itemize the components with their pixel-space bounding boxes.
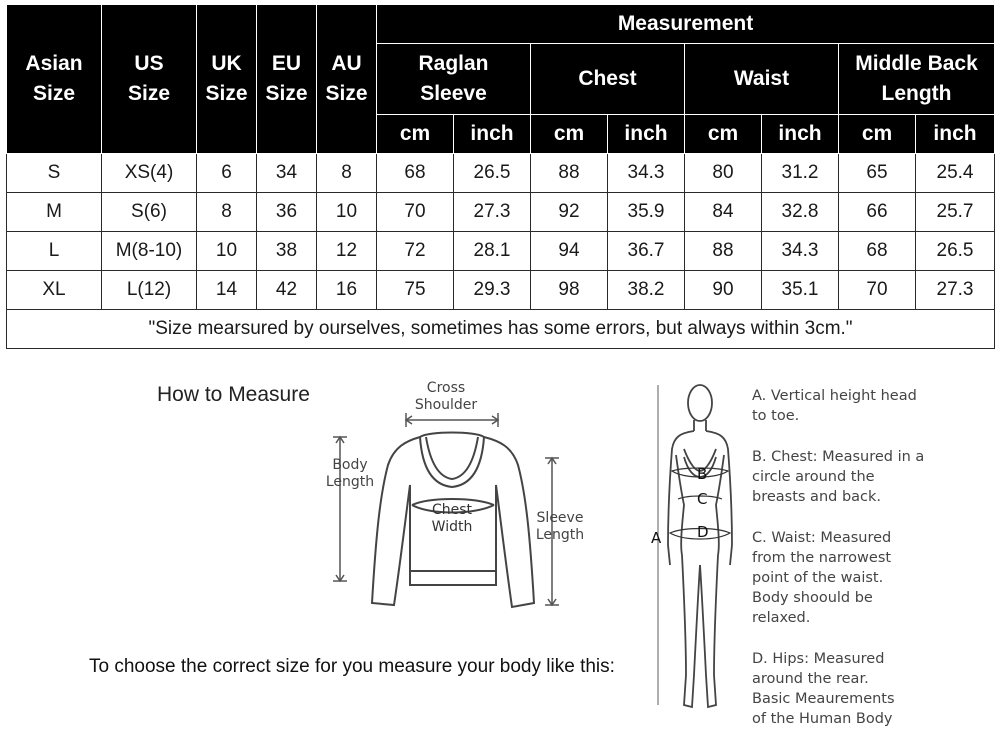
human-body-diagram <box>640 375 750 731</box>
table-cell: 94 <box>531 232 608 271</box>
table-cell: 42 <box>257 271 317 310</box>
body-length-line1: Body <box>332 457 368 473</box>
table-cell: 14 <box>197 271 257 310</box>
body-outline <box>668 385 732 707</box>
definition-d <box>752 649 998 729</box>
chest-width-label <box>420 502 484 536</box>
definition-line: from the narrowest <box>752 550 892 566</box>
header-measurement: Measurement <box>377 5 995 44</box>
body-label-c: C <box>697 490 708 508</box>
table-cell: 90 <box>685 271 762 310</box>
header-unit-cm: cm <box>839 115 916 154</box>
header-middle-back-length: Middle Back Length <box>839 44 995 115</box>
how-to-measure-title: How to Measure <box>157 383 310 406</box>
table-cell: XL <box>7 271 102 310</box>
table-cell: 88 <box>685 232 762 271</box>
table-cell: M(8-10) <box>102 232 197 271</box>
table-row <box>7 271 995 310</box>
table-cell: 31.2 <box>762 154 839 193</box>
sleeve-length-line2: Length <box>535 527 585 543</box>
body-length-line2: Length <box>325 474 375 490</box>
definition-line: to toe. <box>752 408 800 424</box>
definition-line: B. Chest: Measured in a <box>752 449 925 465</box>
header-unit-cm: cm <box>531 115 608 154</box>
header-eu-size: EU Size <box>257 5 317 154</box>
table-cell: 88 <box>531 154 608 193</box>
table-cell: 10 <box>197 232 257 271</box>
table-cell: 34.3 <box>608 154 685 193</box>
table-cell: 38 <box>257 232 317 271</box>
header-uk-size: UK Size <box>197 5 257 154</box>
table-cell: 65 <box>839 154 916 193</box>
table-cell: 25.4 <box>916 154 995 193</box>
table-cell: 70 <box>839 271 916 310</box>
table-cell: 26.5 <box>916 232 995 271</box>
table-cell: 72 <box>377 232 454 271</box>
table-cell: 80 <box>685 154 762 193</box>
table-cell: 6 <box>197 154 257 193</box>
definition-line: around the rear. <box>752 671 869 687</box>
header-unit-inch: inch <box>454 115 531 154</box>
header-chest: Chest <box>531 44 685 115</box>
definition-a <box>752 386 998 426</box>
definition-line: breasts and back. <box>752 489 882 505</box>
table-cell: 75 <box>377 271 454 310</box>
header-us-size: US Size <box>102 5 197 154</box>
table-cell: L(12) <box>102 271 197 310</box>
table-cell: 12 <box>317 232 377 271</box>
cross-shoulder-line2: Shoulder <box>414 397 478 413</box>
table-cell: 34.3 <box>762 232 839 271</box>
table-cell: 70 <box>377 193 454 232</box>
definition-line: Body shoould be <box>752 590 873 606</box>
table-cell: 16 <box>317 271 377 310</box>
table-cell: XS(4) <box>102 154 197 193</box>
header-raglan-sleeve: Raglan Sleeve <box>377 44 531 115</box>
table-cell: 27.3 <box>454 193 531 232</box>
header-unit-inch: inch <box>762 115 839 154</box>
table-cell: 68 <box>839 232 916 271</box>
body-length-label <box>318 457 382 491</box>
table-cell: 66 <box>839 193 916 232</box>
cross-shoulder-label <box>408 380 484 414</box>
body-label-a: A <box>651 529 662 547</box>
table-cell: 27.3 <box>916 271 995 310</box>
cross-shoulder-line1: Cross <box>426 380 466 396</box>
table-cell: 36.7 <box>608 232 685 271</box>
definition-b <box>752 447 998 507</box>
table-cell: S(6) <box>102 193 197 232</box>
size-chart-table <box>6 4 995 349</box>
table-cell: 8 <box>317 154 377 193</box>
table-cell: 36 <box>257 193 317 232</box>
definition-c <box>752 528 998 628</box>
table-cell: 8 <box>197 193 257 232</box>
sleeve-length-label <box>528 510 592 544</box>
table-cell: 35.1 <box>762 271 839 310</box>
table-cell: 26.5 <box>454 154 531 193</box>
table-row-note <box>7 310 995 349</box>
table-cell: 10 <box>317 193 377 232</box>
definition-line: circle around the <box>752 469 875 485</box>
size-table-body <box>7 154 995 349</box>
definition-line: C. Waist: Measured <box>752 530 892 546</box>
header-asian-size: Asian Size <box>7 5 102 154</box>
body-label-b: B <box>697 465 708 483</box>
table-cell: 32.8 <box>762 193 839 232</box>
table-cell: 84 <box>685 193 762 232</box>
sleeve-length-line1: Sleeve <box>536 510 584 526</box>
header-waist: Waist <box>685 44 839 115</box>
table-row <box>7 154 995 193</box>
chest-width-line2: Width <box>431 519 473 535</box>
definition-line: A. Vertical height head <box>752 388 917 404</box>
table-cell: 92 <box>531 193 608 232</box>
table-cell: 28.1 <box>454 232 531 271</box>
table-cell: 35.9 <box>608 193 685 232</box>
choose-size-instruction: To choose the correct size for you measure your body like this: <box>89 656 615 677</box>
definition-line: point of the waist. <box>752 570 884 586</box>
header-unit-inch: inch <box>608 115 685 154</box>
body-label-d: D <box>697 523 709 541</box>
table-cell: 25.7 <box>916 193 995 232</box>
definition-line: relaxed. <box>752 610 811 626</box>
definition-line: D. Hips: Measured <box>752 651 885 667</box>
table-cell: 34 <box>257 154 317 193</box>
measurement-note: "Size mearsured by ourselves, sometimes has some errors, but always within 3cm." <box>7 310 995 349</box>
table-cell: 29.3 <box>454 271 531 310</box>
header-unit-cm: cm <box>377 115 454 154</box>
cross-shoulder-arrow <box>406 413 498 427</box>
chest-width-line1: Chest <box>431 502 473 518</box>
header-unit-inch: inch <box>916 115 995 154</box>
table-cell: 68 <box>377 154 454 193</box>
header-unit-cm: cm <box>685 115 762 154</box>
table-cell: L <box>7 232 102 271</box>
definition-line: of the Human Body <box>752 711 893 727</box>
table-row <box>7 232 995 271</box>
definition-line: Basic Meaurements <box>752 691 895 707</box>
table-cell: M <box>7 193 102 232</box>
table-row <box>7 193 995 232</box>
table-cell: 38.2 <box>608 271 685 310</box>
measurement-definitions <box>752 386 998 735</box>
header-au-size: AU Size <box>317 5 377 154</box>
table-cell: S <box>7 154 102 193</box>
table-cell: 98 <box>531 271 608 310</box>
